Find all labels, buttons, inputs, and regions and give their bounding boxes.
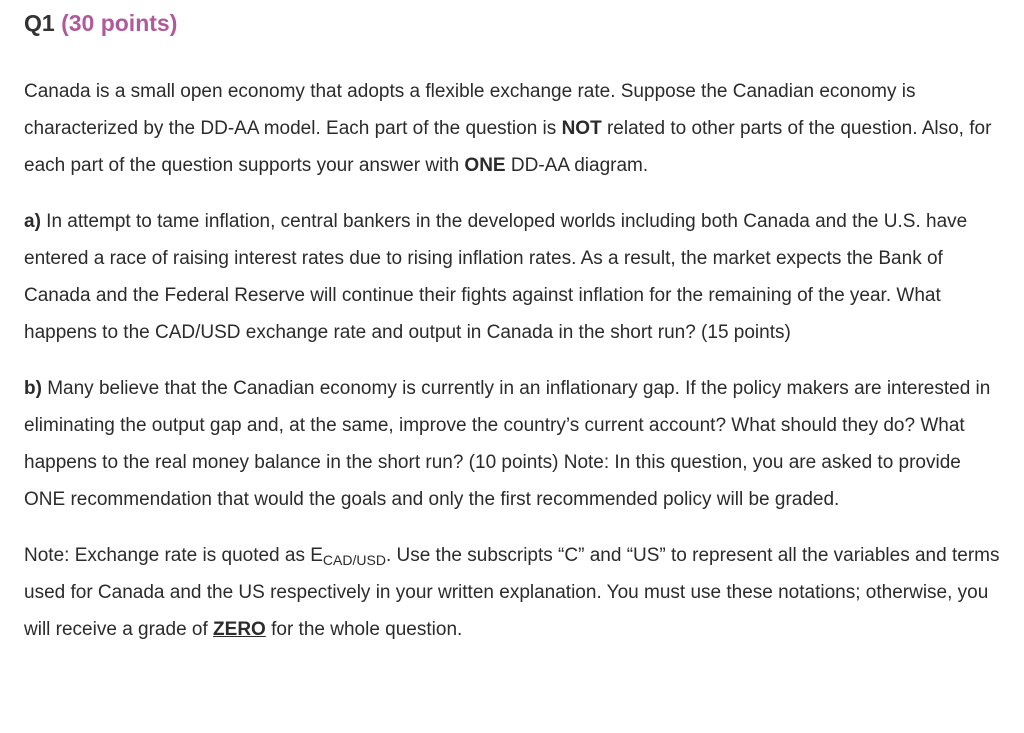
question-points: (30 points): [61, 10, 178, 36]
part-a-paragraph: [24, 203, 1000, 351]
part-a-label: a): [24, 211, 41, 232]
note-paragraph: [24, 537, 1000, 648]
intro-text-1: Canada is a small open economy that adopts a flexible exchange rate. Suppose the Canadian economy is characterized by the DD-AA model. Each part of the question is: [24, 81, 916, 139]
part-b-text: Many believe that the Canadian economy is currently in an inflationary gap. If the policy makers are interested in eliminating the output gap and, at the same, improve the country’s current account? What should they do? What happens to the real money balance in the short run? (10 points) Note: In this question, you are asked to provide ONE recommendation that would the goals and only the first recommended policy will be graded.: [24, 378, 991, 510]
note-text-3: for the whole question.: [265, 619, 463, 640]
intro-text-3: DD-AA diagram.: [505, 155, 649, 176]
zero-emphasis: ZERO: [213, 619, 266, 640]
part-b-label: b): [24, 378, 42, 399]
exchange-rate-subscript: CAD/USD: [322, 552, 386, 568]
question-number: Q1: [24, 10, 55, 36]
note-text-2: . Use the subscripts “C” and “US” to represent all the variables and terms used for Canada and the US respectively in your written explanation. You must use these notations; otherwise, you will receive a grade of: [24, 545, 1000, 640]
intro-emphasis-not: NOT: [561, 118, 602, 139]
part-a-text: In attempt to tame inflation, central bankers in the developed worlds including both Canada and the U.S. have entered a race of raising interest rates due to rising inflation rates. As a result, the market expects the Bank of Canada and the Federal Reserve will continue their fights against inflation for the remaining of the year. What happens to the CAD/USD exchange rate and output in Canada in the short run? (15 points): [24, 211, 968, 343]
note-text-1: Note: Exchange rate is quoted as E: [24, 545, 323, 566]
intro-text-2: related to other parts of the question. Also, for each part of the question supports your answer with: [24, 118, 992, 176]
intro-emphasis-one: ONE: [464, 155, 506, 176]
question-title: [24, 8, 1000, 38]
part-b-paragraph: [24, 370, 1000, 518]
intro-paragraph: [24, 73, 1000, 184]
